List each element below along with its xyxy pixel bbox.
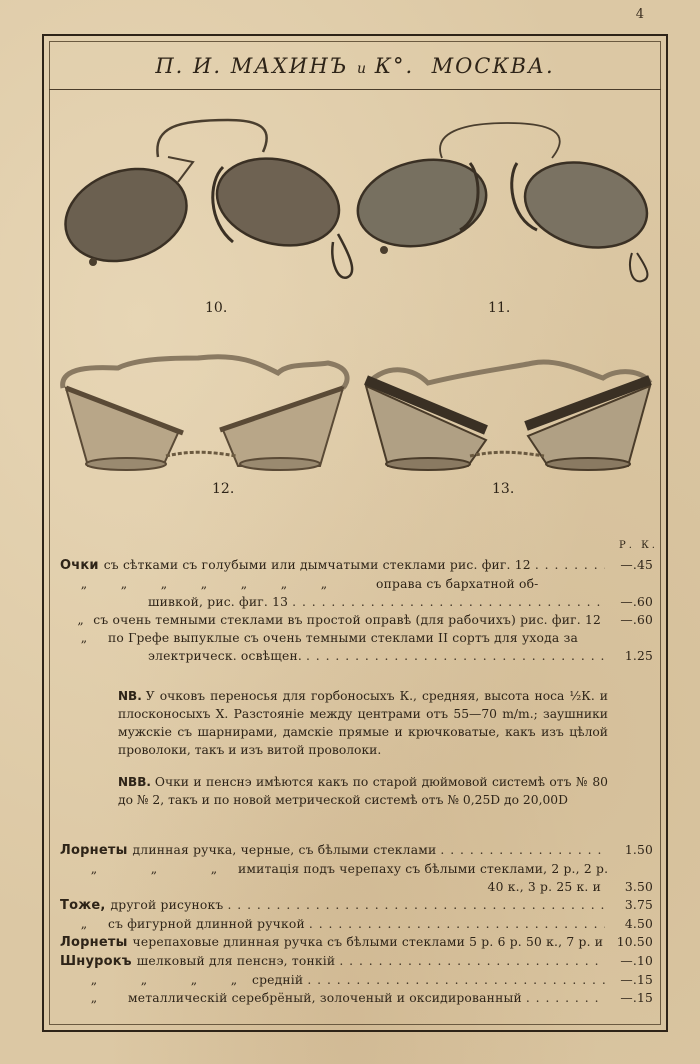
item-text: шелковый для пенснэ, тонкій [136,954,336,968]
ditto-mark: „ [90,991,98,1005]
list-item [60,915,653,933]
header-city: МОСКВА. [431,54,555,78]
list-item [60,629,653,647]
list-item [60,971,653,989]
ditto-mark: „ [150,862,158,876]
item-text: по Грефе выпуклые съ очень темными стеклами II сортъ для ухода за [108,631,579,645]
list-item [60,556,653,575]
item-text: оправа съ бархатной об- [376,577,539,591]
item-text: другой рисунокъ [110,898,224,912]
item-text: съ очень темными стеклами въ простой оправѣ (для рабочихъ) рис. фиг. 12 [93,613,601,627]
ditto-mark: „ [320,577,328,591]
item-price: 3.75 [624,898,653,912]
item-lead: Лорнеты [60,843,128,858]
item-text: шивкой, рис. фиг. 13 [148,595,289,609]
leader-dots [440,841,605,859]
item-price: —.15 [620,973,653,987]
item-price: —.45 [620,558,653,572]
list-item [60,933,653,952]
figure-12-label: 12. [212,481,235,497]
page-header [49,54,661,78]
figure-12-goggles-illustration [58,348,353,473]
note-nb [118,687,608,759]
figure-10-label: 10. [205,300,228,316]
item-lead: Лорнеты [60,935,128,950]
note-tag: NB. [118,689,142,703]
ditto-mark: „ [230,973,238,987]
list-item [60,841,653,860]
leader-dots [307,971,605,989]
list-item [60,878,653,896]
item-price: —.15 [620,991,653,1005]
ditto-mark: „ [210,862,218,876]
figure-11-pince-nez-illustration [352,118,662,293]
figure-10-pince-nez-illustration [58,112,368,292]
item-lead: Очки [60,558,99,573]
list-item [60,989,653,1007]
ditto-mark: „ [90,862,98,876]
list-item [60,952,653,971]
item-price: 1.50 [624,843,653,857]
item-text: черепаховые длинная ручка съ бѣлыми стеклами 5 р. 6 р. 50 к., 7 р. и [132,935,604,949]
header-divider [49,89,661,90]
list-item [60,575,653,593]
price-list-goggles [60,556,653,665]
list-item [60,896,653,915]
leader-dots [292,593,605,611]
leader-dots [339,952,605,970]
ditto-mark: „ [80,917,88,931]
figure-13-goggles-illustration [358,348,658,473]
ditto-mark: „ [80,631,88,645]
ditto-mark: „ [190,973,198,987]
currency-column-header: Р. К. [618,540,658,551]
ditto-mark: „ [120,577,128,591]
item-text: длинная ручка, черные, съ бѣлыми стеклами [132,843,437,857]
ditto-mark: „ [77,613,84,627]
ditto-mark: „ [280,577,288,591]
item-text: средній [252,973,304,987]
ditto-mark: „ [80,577,88,591]
note-tag: NBB. [118,775,151,789]
item-text: металлическій серебрёный, золоченый и оксидированный [128,991,522,1005]
figure-13-label: 13. [492,481,515,497]
list-item [60,647,653,665]
item-price: 4.50 [624,917,653,931]
list-item [60,593,653,611]
page-number: 4 [635,7,644,22]
item-text: имитація подъ черепаху съ бѣлыми стеклами, 2 р., 2 р. [238,862,609,876]
item-price: —.10 [620,954,653,968]
ditto-mark: „ [200,577,208,591]
header-title-name: П. И. МАХИНЪ [155,54,349,78]
ditto-mark: „ [140,973,148,987]
leader-dots [227,896,605,914]
figure-11-label: 11. [488,300,511,316]
header-company: К°. [374,54,415,78]
leader-dots [309,915,605,933]
ditto-mark: „ [160,577,168,591]
ditto-mark: „ [90,973,98,987]
item-price: 1.25 [624,649,653,663]
item-price: 3.50 [624,880,653,894]
note-text: У очковъ переносья для горбоносыхъ К., средняя, высота носа ½К. и плосконосыхъ Х. Разстояніе между центрами отъ 55—70 m/m.; заушники мужскіе съ шарнирами, дамскіе прямые и крючковатые, какъ изъ цѣлой проволоки, такъ и изъ витой проволоки. [118,689,608,757]
item-price: —.60 [620,613,653,627]
note-nbb [118,773,608,809]
list-item [60,611,653,629]
leader-dots [306,647,605,665]
list-item [60,860,653,878]
item-price: —.60 [620,595,653,609]
item-text: съ фигурной длинной ручкой [108,917,305,931]
note-text: Очки и пенснэ имѣются какъ по старой дюймовой системѣ отъ № 80 до № 2, такъ и по новой метрической системѣ отъ № 0,25D до 20,00D [118,775,608,807]
leader-dots [526,989,605,1007]
item-price: 10.50 [616,935,653,949]
item-text: 40 к., 3 р. 25 к. и [487,880,601,894]
price-list-lorgnettes [60,841,653,1007]
item-lead: Шнурокъ [60,954,132,969]
item-lead: Тоже, [60,898,106,913]
item-text: съ сѣтками съ голубыми или дымчатыми стеклами рис. фиг. 12 [103,558,531,572]
header-and: и [357,61,367,77]
item-text: электрическ. освѣщен. [148,649,302,663]
leader-dots [535,556,605,574]
ditto-mark: „ [240,577,248,591]
